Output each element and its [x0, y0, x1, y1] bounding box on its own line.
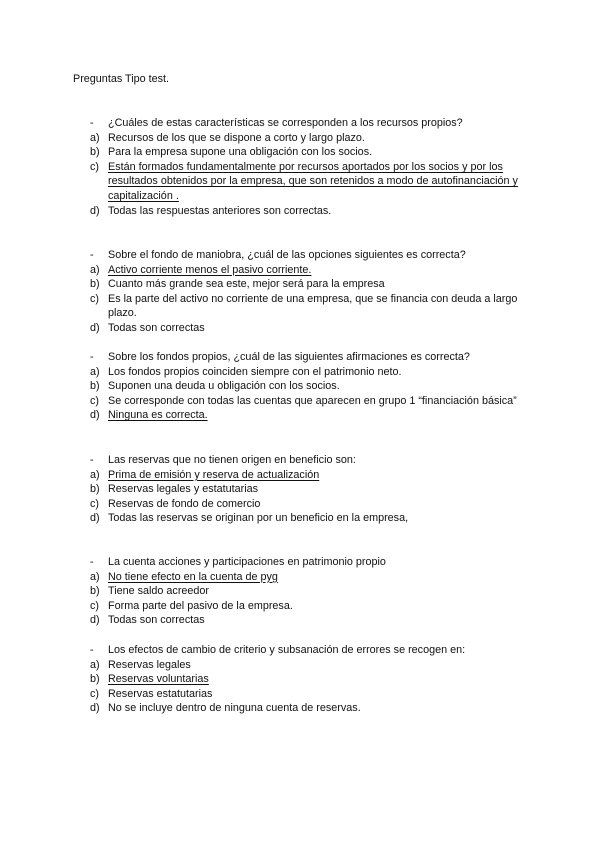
dash-bullet: - — [90, 454, 94, 466]
option-letter: c) — [90, 394, 99, 407]
option-text: Cuanto más grande sea este, mejor será para la empresa — [108, 278, 385, 291]
option-letter: c) — [90, 497, 99, 510]
question-prompt: Sobre el fondo de maniobra, ¿cuál de las opciones siguientes es correcta? — [108, 249, 466, 261]
option-row — [90, 394, 530, 409]
option-letter: b) — [90, 278, 100, 291]
option-row — [90, 204, 530, 219]
option-letter: b) — [90, 483, 100, 496]
option-text: No se incluye dentro de ninguna cuenta de reservas. — [108, 702, 361, 715]
option-text: Todas las reservas se originan por un beneficio en la empresa, — [108, 512, 409, 525]
option-row — [90, 468, 530, 483]
document-title: Preguntas Tipo test. — [73, 73, 170, 85]
option-letter: c) — [90, 160, 99, 173]
option-letter: c) — [90, 599, 99, 612]
question-prompt: Las reservas que no tienen origen en beneficio son: — [108, 454, 356, 466]
option-letter: d) — [90, 409, 100, 422]
option-row — [90, 658, 530, 673]
option-letter: a) — [90, 658, 100, 671]
option-letter: b) — [90, 673, 100, 686]
question-prompt-row — [90, 643, 530, 658]
option-row — [90, 408, 530, 423]
dash-bullet: - — [90, 556, 94, 568]
question-prompt-row — [90, 555, 530, 570]
option-row — [90, 497, 530, 512]
option-row — [90, 482, 530, 497]
option-text: Recursos de los que se dispone a corto y largo plazo. — [108, 131, 365, 144]
option-text: Para la empresa supone una obligación con los socios. — [108, 146, 373, 159]
option-text: Prima de emisión y reserva de actualización — [108, 468, 320, 481]
option-letter: b) — [90, 380, 100, 393]
option-row — [90, 160, 530, 204]
question-5 — [90, 555, 530, 628]
option-text: Ninguna es correcta. — [108, 409, 208, 422]
option-letter: a) — [90, 131, 100, 144]
option-letter: b) — [90, 146, 100, 159]
option-text: Están formados fundamentalmente por recursos aportados por los socios y por los resultados obtenidos por la empresa, que son retenidos a modo de autofinanciación y capitalización . — [108, 160, 518, 202]
option-row — [90, 511, 530, 526]
option-row — [90, 292, 530, 321]
option-text: Reservas voluntarias — [108, 673, 209, 686]
option-letter: d) — [90, 614, 100, 627]
question-prompt: La cuenta acciones y participaciones en patrimonio propio — [108, 556, 386, 568]
option-text: Es la parte del activo no corriente de una empresa, que se financia con deuda a largo plazo. — [108, 292, 518, 320]
option-row — [90, 613, 530, 628]
option-row — [90, 277, 530, 292]
option-letter: a) — [90, 570, 100, 583]
dash-bullet: - — [90, 351, 94, 363]
option-text: Reservas legales — [108, 658, 191, 671]
question-prompt-row — [90, 116, 530, 131]
option-row — [90, 321, 530, 336]
option-text: Reservas estatutarias — [108, 687, 213, 700]
question-4 — [90, 453, 530, 526]
option-text: Reservas legales y estatutarias — [108, 483, 259, 496]
option-row — [90, 570, 530, 585]
question-prompt-row — [90, 350, 530, 365]
option-text: Todas son correctas — [108, 321, 205, 334]
option-row — [90, 584, 530, 599]
option-row — [90, 131, 530, 146]
option-row — [90, 687, 530, 702]
option-row — [90, 365, 530, 380]
dash-bullet: - — [90, 644, 94, 656]
option-letter: d) — [90, 702, 100, 715]
option-text: No tiene efecto en la cuenta de pyg — [108, 570, 278, 583]
question-prompt: Los efectos de cambio de criterio y subsanación de errores se recogen en: — [108, 644, 466, 656]
option-text: Todas son correctas — [108, 614, 205, 627]
dash-bullet: - — [90, 249, 94, 261]
option-text: Activo corriente menos el pasivo corriente. — [108, 263, 312, 276]
question-3 — [90, 350, 530, 423]
option-text: Reservas de fondo de comercio — [108, 497, 261, 510]
option-letter: a) — [90, 263, 100, 276]
option-row — [90, 379, 530, 394]
question-2 — [90, 248, 530, 336]
option-text: Todas las respuestas anteriores son correctas. — [108, 204, 332, 217]
option-letter: a) — [90, 468, 100, 481]
option-letter: a) — [90, 365, 100, 378]
option-letter: c) — [90, 292, 99, 305]
option-row — [90, 599, 530, 614]
option-text: Suponen una deuda u obligación con los socios. — [108, 380, 340, 393]
option-letter: d) — [90, 512, 100, 525]
option-text: Se corresponde con todas las cuentas que aparecen en grupo 1 “financiación básica” — [108, 394, 517, 407]
option-letter: d) — [90, 321, 100, 334]
question-1 — [90, 116, 530, 218]
option-row — [90, 145, 530, 160]
option-letter: d) — [90, 204, 100, 217]
option-letter: c) — [90, 687, 99, 700]
option-row — [90, 701, 530, 716]
question-6 — [90, 643, 530, 716]
option-text: Forma parte del pasivo de la empresa. — [108, 599, 293, 612]
option-row — [90, 672, 530, 687]
option-letter: b) — [90, 585, 100, 598]
question-prompt-row — [90, 248, 530, 263]
option-text: Los fondos propios coinciden siempre con el patrimonio neto. — [108, 365, 402, 378]
dash-bullet: - — [90, 117, 94, 129]
question-prompt-row — [90, 453, 530, 468]
option-text: Tiene saldo acreedor — [108, 585, 210, 598]
option-row — [90, 263, 530, 278]
question-prompt: ¿Cuáles de estas características se corresponden a los recursos propios? — [108, 117, 463, 129]
question-prompt: Sobre los fondos propios, ¿cuál de las siguientes afirmaciones es correcta? — [108, 351, 470, 363]
